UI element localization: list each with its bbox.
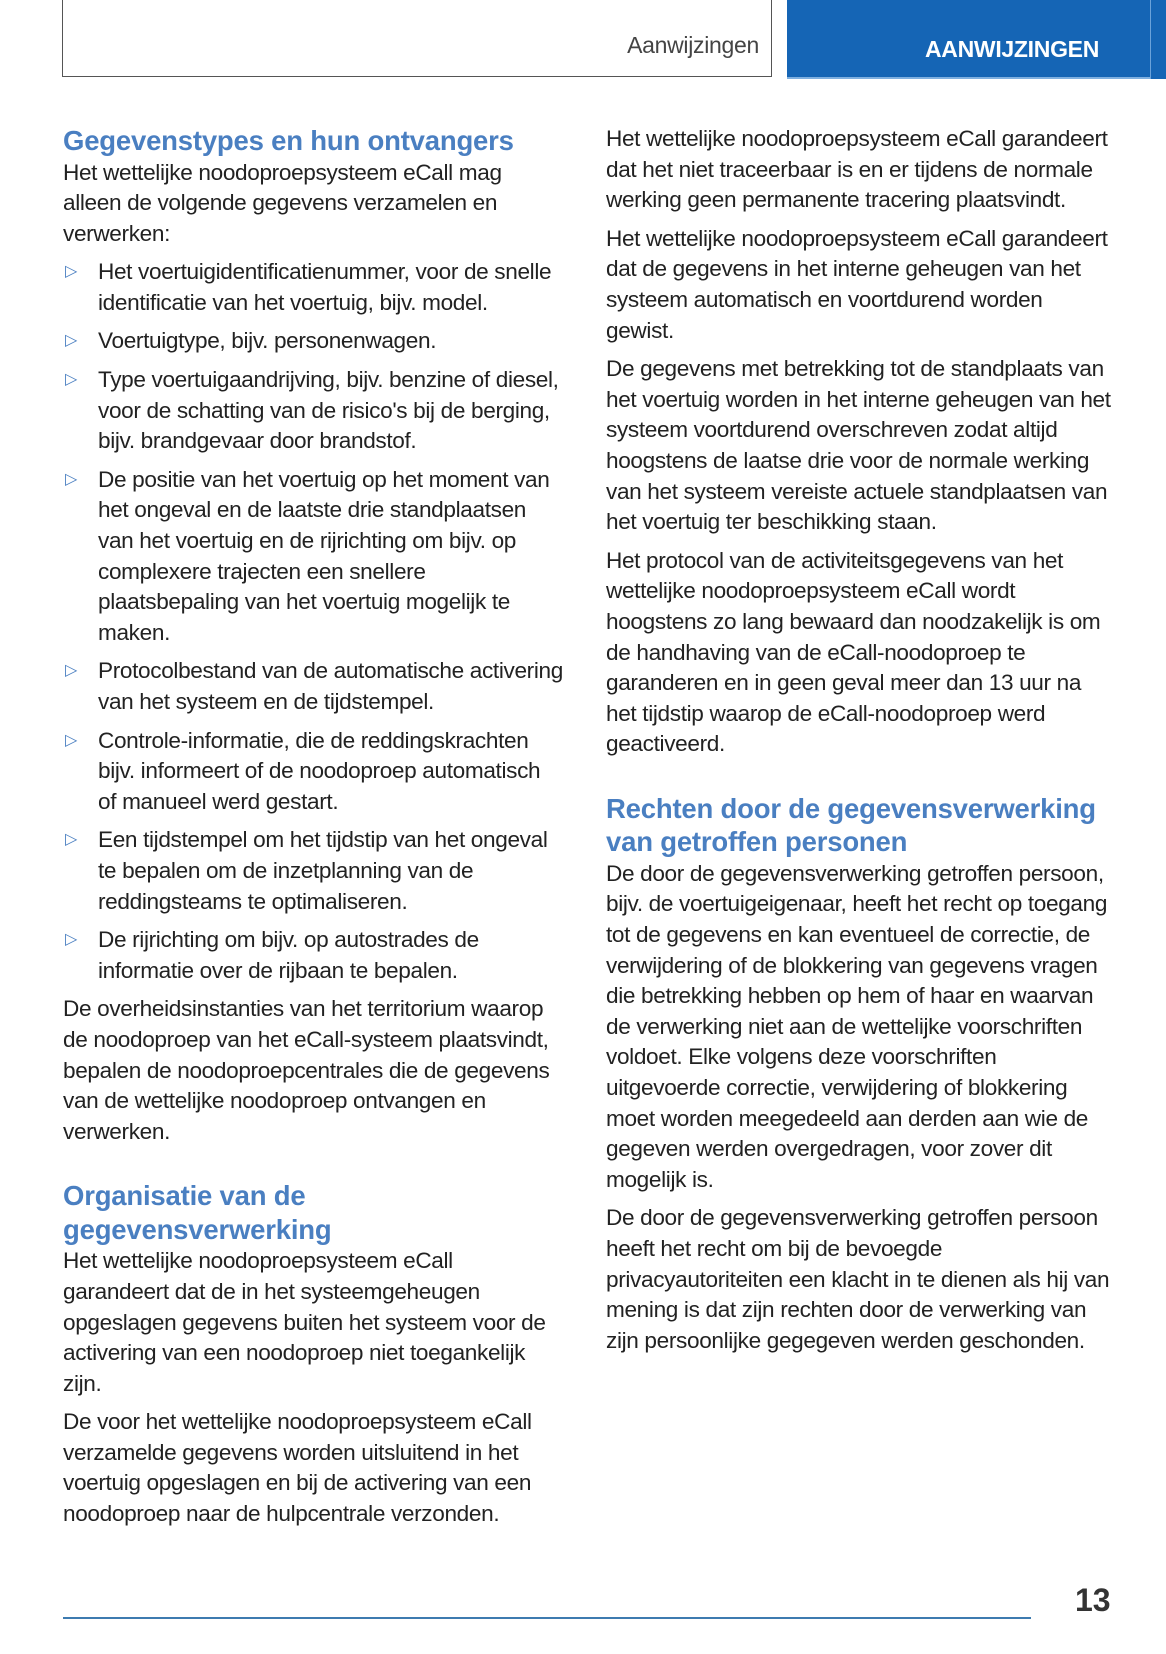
section-heading-data-types: Gegevenstypes en hun ontvangers (63, 125, 514, 156)
list-item: ▷ De rijrichting om bijv. op autostrades de informatie over de rijbaan te bepalen. (65, 927, 479, 983)
triangle-bullet-icon: ▷ (65, 831, 77, 849)
paragraph: De voor het wettelijke noodoproepsysteem eCall verzamelde gegevens worden uitsluitend in het voertuig opgeslagen en bij de activering van een noodoproep naar de hulpcentrale verzonden. (63, 1409, 532, 1527)
paragraph: Het protocol van de activiteitsgegevens van het wettelijke noodoproepsysteem eCall wordt hoogstens zo lang bewaard dan noodzakelijk is om de handhaving van de eCall-noodoproep te garanderen en in geen geval meer dan 13 uur na het tijdstip waarop de eCall-noodoproep werd geactiveerd. (606, 547, 1101, 757)
chapter-tab (787, 0, 1150, 79)
paragraph: De door de gegevensverwerking getroffen persoon, bijv. de voertuigeigenaar, heeft het recht op toegang tot de gegevens en kan eventueel de correctie, de verwijdering of de blokkering van gegevens vragen die betrekking hebben op hem of haar en waarvan de verwerking niet aan de wettelijke voorschriften voldoet. Elke volgens deze voorschriften uitgevoerde correctie, verwijdering of blokkering moet worden meegedeeld aan derden aan wie de gegeven werden overgedragen, voor zover dit mogelijk is. (606, 860, 1108, 1192)
list-item: ▷ De positie van het voertuig op het moment van het ongeval en de laatste drie standplaatsen van het voertuig en de rijrichting om bijv. op complexere trajecten een snellere plaatsbepaling van het voertuig mogelijk te maken. (65, 466, 550, 645)
paragraph: Het wettelijke noodoproepsysteem eCall garandeert dat de gegevens in het interne geheugen van het systeem automatisch en voortdurend worden gewist. (606, 225, 1108, 343)
page-number: 13 (1075, 1582, 1111, 1618)
left-column (63, 124, 563, 1538)
paragraph: De gegevens met betrekking tot de standplaats van het voertuig worden in het interne geheugen van het systeem voortdurend overschreven zodat altijd hoogstens de laatse drie voor de normale werking van het systeem vereiste actuele standplaatsen van het voertuig ter beschikking staan. (606, 356, 1111, 535)
triangle-bullet-icon: ▷ (65, 332, 77, 350)
triangle-bullet-icon: ▷ (65, 470, 77, 488)
list-item: ▷ Een tijdstempel om het tijdstip van het ongeval te bepalen om de inzetplanning van de reddingsteams te optimaliseren. (65, 827, 548, 914)
running-header-section-title: Aanwijzingen (627, 32, 759, 58)
section-heading-organisation: Organisatie van de gegevensverwerking (63, 1180, 332, 1245)
triangle-bullet-icon: ▷ (65, 731, 77, 749)
chapter-tab-edge (1150, 0, 1166, 79)
chapter-tab-label: AANWIJZINGEN (925, 36, 1100, 62)
list-item: ▷ Protocolbestand van de automatische activering van het systeem en de tijdstempel. (65, 658, 563, 714)
triangle-bullet-icon: ▷ (65, 371, 77, 389)
footer-divider (63, 1617, 1031, 1619)
list-item: ▷ Het voertuigidentificatienummer, voor de snelle identificatie van het voertuig, bijv. model. (65, 259, 552, 315)
running-header-box (62, 0, 772, 77)
list-item: ▷ Voertuigtype, bijv. personenwagen. (63, 326, 563, 357)
outro-paragraph: De overheidsinstanties van het territorium waarop de noodoproep van het eCall-systeem plaatsvindt, bepalen de noodoproepcentrales die de gegevens van de wettelijke noodoproep ontvangen en verwerken. (63, 996, 550, 1144)
section-heading-rights: Rechten door de gegevensverwerking van getroffen personen (606, 792, 1096, 858)
triangle-bullet-icon: ▷ (65, 662, 77, 680)
triangle-bullet-icon: ▷ (65, 263, 77, 281)
triangle-bullet-icon: ▷ (65, 931, 77, 949)
data-types-list (63, 257, 563, 986)
list-item: ▷ Controle-informatie, die de reddingskrachten bijv. informeert of de noodoproep automatisch of manueel werd gestart. (65, 727, 541, 814)
right-column (606, 124, 1114, 1364)
paragraph: De door de gegevensverwerking getroffen persoon heeft het recht om bij de bevoegde privacyautoriteiten een klacht in te dienen als hij van mening is dat zijn rechten door de verwerking van zijn persoonlijke gegegeven werden geschonden. (606, 1205, 1110, 1353)
intro-paragraph: Het wettelijke noodoproepsysteem eCall mag alleen de volgende gegevens verzamelen en verwerken: (63, 159, 502, 246)
paragraph: Het wettelijke noodoproepsysteem eCall garandeert dat het niet traceerbaar is en er tijdens de normale werking geen permanente tracering plaatsvindt. (606, 126, 1108, 213)
list-item: ▷ Type voertuigaandrijving, bijv. benzine of diesel, voor de schatting van de risico's bij de berging, bijv. brandgevaar door brandstof. (65, 367, 559, 454)
paragraph: Het wettelijke noodoproepsysteem eCall garandeert dat de in het systeemgeheugen opgeslagen gegevens buiten het systeem voor de activering van een noodoproep niet toegankelijk zijn. (63, 1248, 546, 1396)
